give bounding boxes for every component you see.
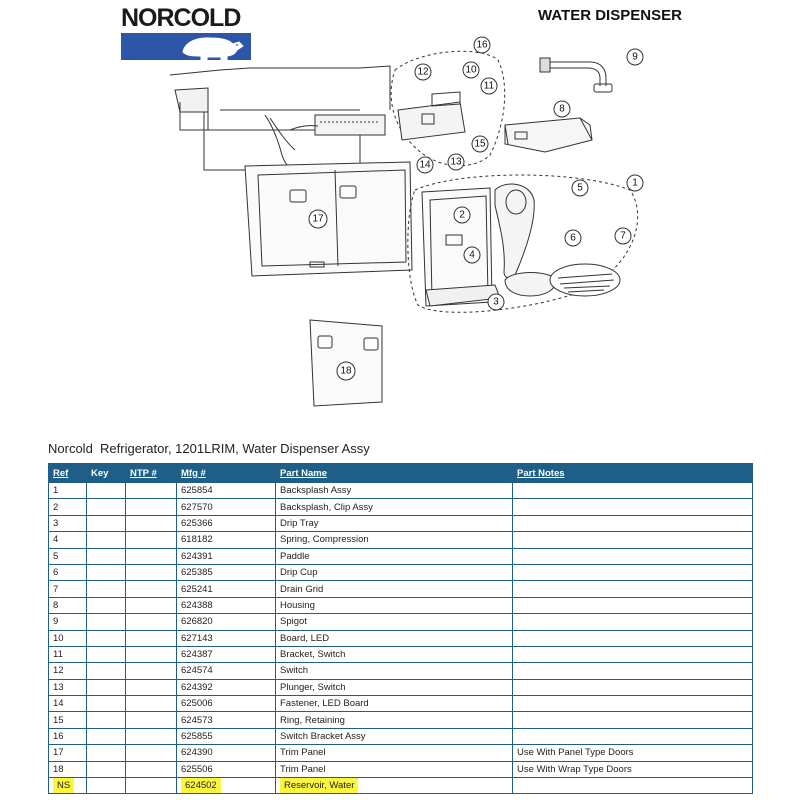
cell-part-name: Paddle <box>276 548 513 564</box>
cell-part-notes <box>513 712 753 728</box>
cell-mfg: 627143 <box>177 630 276 646</box>
cell-mfg: 625506 <box>177 761 276 777</box>
cell-key <box>87 548 126 564</box>
table-row <box>49 728 753 744</box>
logo-wordmark: NORCOLD <box>121 4 241 32</box>
cell-ref: 15 <box>49 712 87 728</box>
cell-key <box>87 581 126 597</box>
cell-part-notes <box>513 515 753 531</box>
table-row <box>49 614 753 630</box>
cell-mfg: 625855 <box>177 728 276 744</box>
cell-ntp <box>126 630 177 646</box>
callout-12: 12 <box>417 66 429 78</box>
callout-3: 3 <box>493 296 499 308</box>
cell-part-notes <box>513 499 753 515</box>
table-row <box>49 778 753 794</box>
page-title: WATER DISPENSER <box>538 7 682 24</box>
cell-key <box>87 679 126 695</box>
assembly-caption <box>48 441 370 456</box>
table-row <box>49 581 753 597</box>
table-row <box>49 548 753 564</box>
callout-1: 1 <box>632 177 638 189</box>
cell-ntp <box>126 614 177 630</box>
cell-part-notes: Use With Wrap Type Doors <box>513 761 753 777</box>
assembly-description: Refrigerator, 1201LRIM, Water Dispenser Assy <box>100 441 370 456</box>
column-header-part-name[interactable]: Part Name <box>276 464 513 483</box>
column-header-ref[interactable]: Ref <box>49 464 87 483</box>
callout-9: 9 <box>632 51 638 63</box>
cell-mfg: 624392 <box>177 679 276 695</box>
cell-ref: 14 <box>49 696 87 712</box>
table-header-row <box>49 464 753 483</box>
cell-part-notes <box>513 548 753 564</box>
cell-part-notes <box>513 679 753 695</box>
cell-ntp <box>126 712 177 728</box>
cell-mfg: 625241 <box>177 581 276 597</box>
cell-mfg: 627570 <box>177 499 276 515</box>
cell-ntp <box>126 515 177 531</box>
cell-ntp <box>126 745 177 761</box>
cell-ntp <box>126 663 177 679</box>
column-header-mfg[interactable]: Mfg # <box>177 464 276 483</box>
callout-15: 15 <box>474 138 486 150</box>
cell-part-name: Drain Grid <box>276 581 513 597</box>
cell-mfg: 624574 <box>177 663 276 679</box>
cell-key <box>87 515 126 531</box>
cell-part-name: Backsplash Assy <box>276 483 513 499</box>
table-row <box>49 745 753 761</box>
cell-key <box>87 663 126 679</box>
cell-ref: 12 <box>49 663 87 679</box>
callout-2: 2 <box>459 209 465 221</box>
cell-part-name: Drip Cup <box>276 564 513 580</box>
cell-part-notes <box>513 663 753 679</box>
cell-ref: 11 <box>49 646 87 662</box>
cell-mfg: 624391 <box>177 548 276 564</box>
cell-key <box>87 646 126 662</box>
column-header-part-notes[interactable]: Part Notes <box>513 464 753 483</box>
callout-4: 4 <box>469 249 475 261</box>
cell-ref: 18 <box>49 761 87 777</box>
table-row <box>49 483 753 499</box>
cell-part-name: Backsplash, Clip Assy <box>276 499 513 515</box>
cell-key <box>87 778 126 794</box>
cell-part-name: Housing <box>276 597 513 613</box>
cell-ref: 9 <box>49 614 87 630</box>
table-row <box>49 515 753 531</box>
cell-part-name: Drip Tray <box>276 515 513 531</box>
cell-part-name: Ring, Retaining <box>276 712 513 728</box>
cell-ntp <box>126 483 177 499</box>
cell-key <box>87 564 126 580</box>
cell-ref: 5 <box>49 548 87 564</box>
cell-mfg: 626820 <box>177 614 276 630</box>
cell-key <box>87 745 126 761</box>
cell-ntp <box>126 646 177 662</box>
assembly-brand: Norcold <box>48 441 93 456</box>
table-row <box>49 646 753 662</box>
highlighted-value: Reservoir, Water <box>280 778 358 793</box>
table-row <box>49 679 753 695</box>
cell-mfg: 625385 <box>177 564 276 580</box>
table-row <box>49 696 753 712</box>
cell-part-notes <box>513 564 753 580</box>
column-header-ntp[interactable]: NTP # <box>126 464 177 483</box>
cell-part-notes <box>513 614 753 630</box>
cell-part-name: Switch <box>276 663 513 679</box>
cell-ntp <box>126 581 177 597</box>
column-header-key: Key <box>87 464 126 483</box>
cell-part-name: Board, LED <box>276 630 513 646</box>
cell-part-name: Bracket, Switch <box>276 646 513 662</box>
cell-key <box>87 614 126 630</box>
cell-ref <box>49 778 87 794</box>
cell-key <box>87 532 126 548</box>
cell-ntp <box>126 761 177 777</box>
cell-ntp <box>126 597 177 613</box>
cell-ntp <box>126 548 177 564</box>
cell-ref: 16 <box>49 728 87 744</box>
cell-part-notes <box>513 630 753 646</box>
cell-part-name: Fastener, LED Board <box>276 696 513 712</box>
cell-ref: 6 <box>49 564 87 580</box>
cell-ref: 1 <box>49 483 87 499</box>
cell-mfg <box>177 778 276 794</box>
cell-mfg: 624390 <box>177 745 276 761</box>
cell-part-notes <box>513 646 753 662</box>
parts-table <box>48 463 753 794</box>
highlighted-value: 624502 <box>181 778 221 793</box>
table-row <box>49 564 753 580</box>
cell-ref: 10 <box>49 630 87 646</box>
cell-mfg: 625854 <box>177 483 276 499</box>
cell-part-notes <box>513 696 753 712</box>
table-row <box>49 663 753 679</box>
cell-key <box>87 630 126 646</box>
cell-ref: 17 <box>49 745 87 761</box>
exploded-parts-diagram <box>160 30 660 420</box>
callout-10: 10 <box>465 64 477 76</box>
table-row <box>49 761 753 777</box>
callout-13: 13 <box>450 156 462 168</box>
table-row <box>49 499 753 515</box>
cell-part-notes <box>513 532 753 548</box>
cell-part-notes <box>513 483 753 499</box>
cell-key <box>87 712 126 728</box>
cell-part-name <box>276 778 513 794</box>
cell-mfg: 624388 <box>177 597 276 613</box>
cell-part-name: Spigot <box>276 614 513 630</box>
cell-key <box>87 483 126 499</box>
cell-part-notes <box>513 581 753 597</box>
cell-key <box>87 597 126 613</box>
cell-key <box>87 761 126 777</box>
cell-ntp <box>126 728 177 744</box>
callout-11: 11 <box>483 80 495 92</box>
callout-6: 6 <box>570 232 576 244</box>
cell-key <box>87 728 126 744</box>
cell-ntp <box>126 564 177 580</box>
callout-5: 5 <box>577 182 583 194</box>
table-row <box>49 597 753 613</box>
highlighted-value: NS <box>53 778 74 793</box>
cell-mfg: 625006 <box>177 696 276 712</box>
cell-mfg: 625366 <box>177 515 276 531</box>
cell-mfg: 624573 <box>177 712 276 728</box>
cell-ref: 13 <box>49 679 87 695</box>
callout-18: 18 <box>340 365 352 377</box>
cell-mfg: 624387 <box>177 646 276 662</box>
cell-mfg: 618182 <box>177 532 276 548</box>
callout-17: 17 <box>312 213 324 225</box>
cell-part-notes <box>513 597 753 613</box>
table-row <box>49 532 753 548</box>
cell-ntp <box>126 696 177 712</box>
callout-7: 7 <box>620 230 626 242</box>
cell-part-name: Plunger, Switch <box>276 679 513 695</box>
cell-part-name: Trim Panel <box>276 745 513 761</box>
table-row <box>49 712 753 728</box>
cell-ref: 4 <box>49 532 87 548</box>
callout-14: 14 <box>419 159 431 171</box>
cell-ntp <box>126 679 177 695</box>
parts-table-body <box>49 483 753 794</box>
cell-ref: 8 <box>49 597 87 613</box>
callout-16: 16 <box>476 39 488 51</box>
table-row <box>49 630 753 646</box>
cell-ntp <box>126 778 177 794</box>
callout-8: 8 <box>559 103 565 115</box>
cell-part-name: Switch Bracket Assy <box>276 728 513 744</box>
cell-ref: 7 <box>49 581 87 597</box>
cell-part-notes: Use With Panel Type Doors <box>513 745 753 761</box>
cell-ref: 3 <box>49 515 87 531</box>
cell-part-notes <box>513 728 753 744</box>
cell-ntp <box>126 532 177 548</box>
cell-part-notes <box>513 778 753 794</box>
cell-part-name: Trim Panel <box>276 761 513 777</box>
cell-ref: 2 <box>49 499 87 515</box>
cell-part-name: Spring, Compression <box>276 532 513 548</box>
cell-key <box>87 696 126 712</box>
cell-key <box>87 499 126 515</box>
cell-ntp <box>126 499 177 515</box>
